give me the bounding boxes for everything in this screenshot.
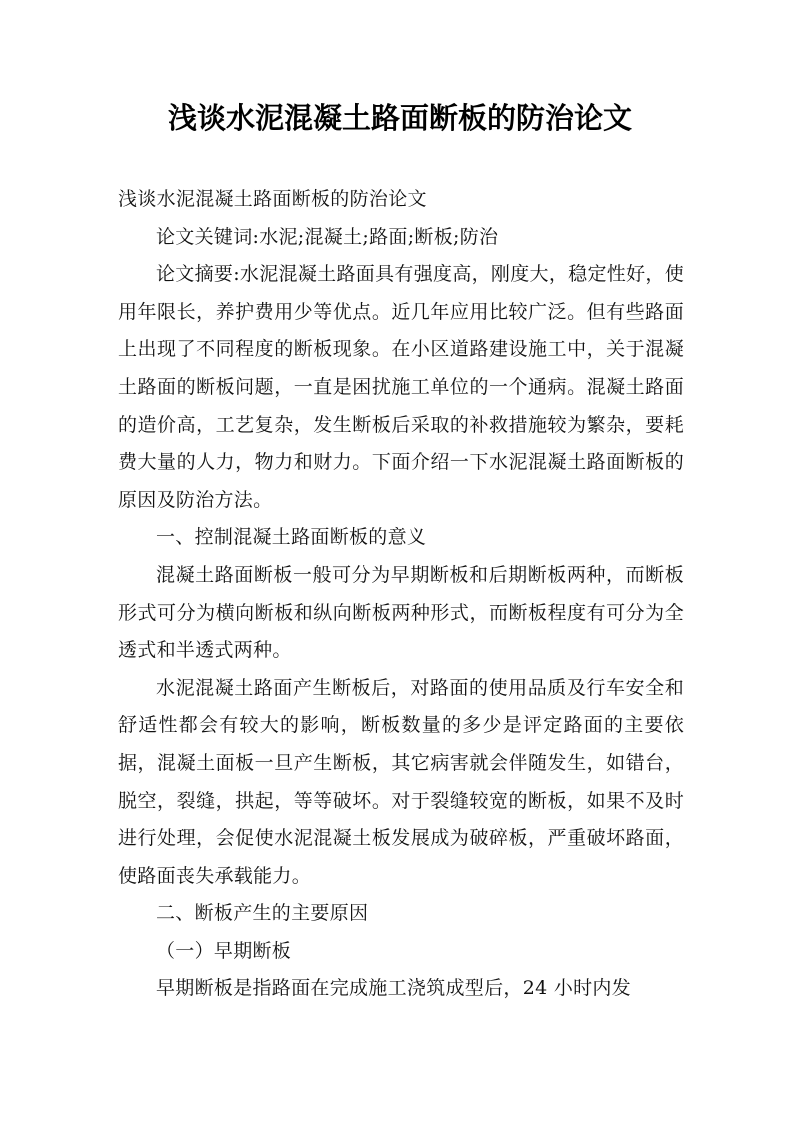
document-body [118, 181, 684, 1008]
abstract-paragraph: 论文摘要:水泥混凝土路面具有强度高，刚度大，稳定性好，使用年限长，养护费用少等优点。近几年应用比较广泛。但有些路面上出现了不同程度的断板现象。在小区道路建设施工中，关于混凝土路面的断板问题，一直是困扰施工单位的一个通病。混凝土路面的造价高，工艺复杂，发生断板后采取的补救措施较为繁杂，要耗费大量的人力，物力和财力。下面介绍一下水泥混凝土路面断板的原因及防治方法。 [118, 263, 684, 511]
keywords-paragraph: 论文关键词:水泥;混凝土;路面;断板;防治 [156, 225, 499, 248]
body-paragraph: 早期断板是指路面在完成施工浇筑成型后，24 小时内发 [156, 977, 632, 1000]
section-heading-1: 一、控制混凝土路面断板的意义 [156, 526, 427, 549]
article-subtitle: 浅谈水泥混凝土路面断板的防治论文 [118, 188, 427, 210]
body-paragraph: 水泥混凝土路面产生断板后，对路面的使用品质及行车安全和舒适性都会有较大的影响，断板数量的多少是评定路面的主要依据，混凝土面板一旦产生断板，其它病害就会伴随发生，如错台，脱空，裂缝，拱起，等等破坏。对于裂缝较宽的断板，如果不及时进行处理，会促使水泥混凝土板发展成为破碎板，严重破坏路面，使路面丧失承载能力。 [118, 676, 684, 887]
body-paragraph: 混凝土路面断板一般可分为早期断板和后期断板两种，而断板形式可分为横向断板和纵向断板两种形式，而断板程度有可分为全透式和半透式两种。 [118, 563, 684, 662]
subsection-heading: （一）早期断板 [156, 939, 292, 962]
section-heading-2: 二、断板产生的主要原因 [156, 902, 369, 925]
document-title: 浅谈水泥混凝土路面断板的防治论文 [167, 101, 632, 135]
